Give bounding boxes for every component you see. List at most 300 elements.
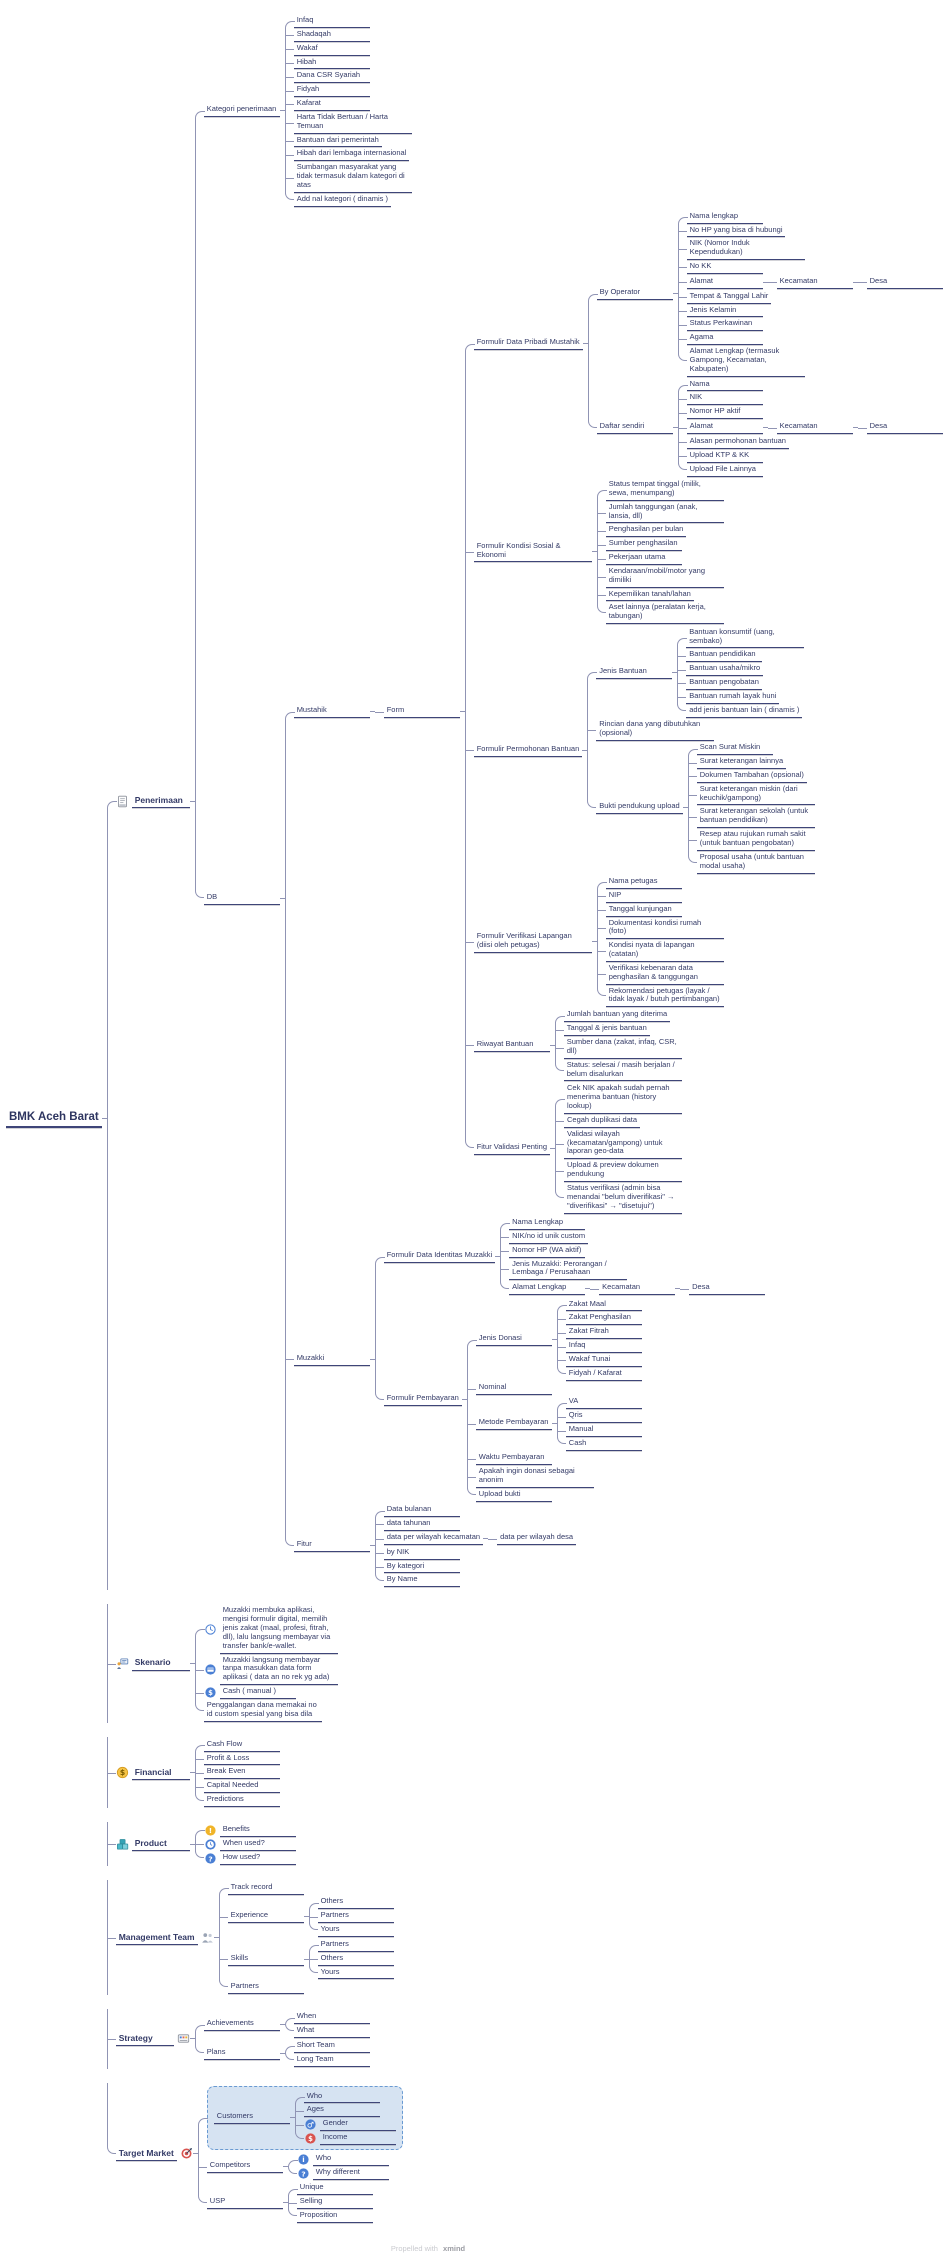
child-slot [285, 135, 412, 148]
topic-row [294, 15, 370, 28]
topic-cash-manual[interactable]: Cash ( manual ) [220, 1686, 296, 1699]
topic-resep-atau-rujukan-rumah-sakit[interactable]: Resep atau rujukan rumah sakit (untuk bantuan pengobatan) [697, 829, 815, 851]
topic-upload-preview-dokumen-penduku[interactable]: Upload & preview dokumen pendukung [564, 1160, 682, 1182]
topic-wakaf[interactable]: Wakaf [294, 43, 370, 56]
topic-by-kategori[interactable]: By kategori [384, 1561, 460, 1574]
child-slot [309, 1953, 394, 1966]
topic-partners[interactable]: Partners [228, 1981, 304, 1994]
child-slot [555, 1160, 682, 1182]
child-slot [597, 479, 724, 501]
topic-upload-ktp-kk[interactable]: Upload KTP & KK [687, 450, 763, 463]
branch-shadaqah [294, 29, 412, 42]
topic-desa[interactable]: Desa [689, 1282, 765, 1295]
topic-zakat-maal[interactable]: Zakat Maal [566, 1299, 642, 1312]
branch-jenis-bantuan [596, 626, 814, 718]
child-slot [688, 742, 815, 755]
topic-proposal-usaha-untuk-bantuan-m[interactable]: Proposal usaha (untuk bantuan modal usaha) [697, 852, 815, 874]
topic-ages[interactable]: Ages [304, 2104, 380, 2117]
topic-shadaqah[interactable]: Shadaqah [294, 29, 370, 42]
child-slot [195, 1605, 338, 1653]
topic-jumlah-bantuan-yang-diterima[interactable]: Jumlah bantuan yang diterima [564, 1009, 670, 1022]
topic-sumbangan-masyarakat-yang-tida[interactable]: Sumbangan masyarakat yang tidak termasuk dalam kategori di atas [294, 162, 412, 193]
topic-nomor-hp-wa-aktif[interactable]: Nomor HP (WA aktif) [509, 1245, 585, 1258]
branch-short-team [294, 2040, 370, 2053]
branch-by-operator [597, 210, 943, 377]
info-icon [297, 2153, 310, 2166]
branch-penerimaan [116, 14, 943, 1589]
topic-infaq[interactable]: Infaq [566, 1340, 642, 1353]
branch-jenis-donasi [476, 1298, 642, 1381]
topic-formulir-data-identitas-muzakk[interactable]: Formulir Data Identitas Muzakki [384, 1250, 495, 1263]
child-slot [587, 626, 814, 718]
topic-row [204, 1794, 280, 1807]
topic-nik[interactable]: NIK [687, 392, 763, 405]
topic-cek-nik-apakah-sudah-pernah-me[interactable]: Cek NIK apakah sudah pernah menerima bantuan (history lookup) [564, 1083, 682, 1114]
branch-yours [318, 1967, 394, 1980]
topic-row [566, 1299, 642, 1312]
branch-jenis-kelamin [687, 305, 943, 318]
topic-when-used[interactable]: When used? [220, 1838, 296, 1851]
branch-benefits [204, 1824, 296, 1837]
branch-no-kk [687, 261, 943, 274]
topic-row [294, 2011, 370, 2024]
topic-formulir-kondisi-sosial-ekonom[interactable]: Formulir Kondisi Sosial & Ekonomi [474, 541, 592, 563]
branch-kafarat [294, 98, 412, 111]
topic-form[interactable]: Form [384, 705, 460, 718]
child-slot [285, 162, 412, 193]
children-group [285, 208, 943, 1588]
topic-row [207, 2160, 283, 2173]
topic-jenis-donasi[interactable]: Jenis Donasi [476, 1333, 552, 1346]
topic-financial[interactable]: Financial [132, 1766, 190, 1780]
topic-cash-flow[interactable]: Cash Flow [204, 1739, 280, 1752]
topic-muzakki-membuka-aplikasi-mengi[interactable]: Muzakki membuka aplikasi, mengisi formulir digital, memilih jenis zakat (maal, profesi, fitrah, dll), lalu langsung membayar via transfer bank/e-wallet. [220, 1605, 338, 1653]
children-group [107, 6, 943, 2232]
topic-cegah-duplikasi-data[interactable]: Cegah duplikasi data [564, 1115, 640, 1128]
topic-how-used[interactable]: How used? [220, 1852, 296, 1865]
topic-data-per-wilayah-kecamatan[interactable]: data per wilayah kecamatan [384, 1532, 483, 1545]
topic-jenis-kelamin[interactable]: Jenis Kelamin [687, 305, 763, 318]
child-slot [375, 1217, 765, 1297]
topic-tempat-tanggal-lahir[interactable]: Tempat & Tanggal Lahir [687, 291, 772, 304]
child-slot [285, 1216, 943, 1503]
topic-partners[interactable]: Partners [318, 1939, 394, 1952]
topic-manual[interactable]: Manual [566, 1424, 642, 1437]
topic-alamat[interactable]: Alamat [687, 276, 763, 289]
topic-row [687, 406, 763, 419]
topic-row [474, 541, 592, 563]
topic-row [606, 552, 682, 565]
topic-usp[interactable]: USP [207, 2196, 283, 2209]
topic-what[interactable]: What [294, 2025, 370, 2038]
topic-kondisi-nyata-di-lapangan-cata[interactable]: Kondisi nyata di lapangan (catatan) [606, 940, 724, 962]
branch-alamat [687, 420, 943, 435]
topic-by-operator[interactable]: By Operator [597, 287, 673, 300]
branch-nip [606, 890, 724, 903]
branch-add-nal-kategori-dinamis [294, 194, 412, 207]
children-group [680, 1282, 765, 1296]
cash-icon [204, 1686, 217, 1699]
branch-apakah-ingin-donasi-sebagai-an [476, 1466, 642, 1488]
topic-alamat[interactable]: Alamat [687, 421, 763, 434]
child-slot [467, 1298, 642, 1381]
child-slot [285, 29, 412, 42]
child-slot [465, 479, 943, 625]
topic-capital-needed[interactable]: Capital Needed [204, 1780, 280, 1793]
children-group [590, 1281, 765, 1296]
child-slot [219, 1896, 394, 1938]
child-slot [597, 918, 724, 940]
topic-formulir-verifikasi-lapangan-d[interactable]: Formulir Verifikasi Lapangan (diisi oleh petugas) [474, 931, 592, 953]
topic-by-name[interactable]: By Name [384, 1574, 460, 1587]
topic-kecamatan[interactable]: Kecamatan [777, 421, 853, 434]
topic-nama[interactable]: Nama [687, 379, 763, 392]
topic-row [318, 1967, 394, 1980]
branch-agama [687, 332, 943, 345]
topic-row [697, 770, 807, 783]
child-slot [375, 1518, 576, 1531]
topic-others[interactable]: Others [318, 1953, 394, 1966]
child-slot [688, 756, 815, 769]
child-slot [677, 663, 804, 676]
child-slot [678, 238, 943, 260]
topic-rekomendasi-petugas-layak-tida[interactable]: Rekomendasi petugas (layak / tidak layak / butuh pertimbangan) [606, 986, 724, 1008]
child-slot [678, 420, 943, 435]
topic-bantuan-usaha-mikro[interactable]: Bantuan usaha/mikro [686, 663, 763, 676]
topic-row [697, 756, 786, 769]
topic-muzakki[interactable]: Muzakki [294, 1353, 370, 1366]
branch-yours [318, 1924, 394, 1937]
topic-nama-petugas[interactable]: Nama petugas [606, 876, 682, 889]
topic-when[interactable]: When [294, 2011, 370, 2024]
branch-formulir-kondisi-sosial-ekonom [474, 479, 943, 625]
topic-row [294, 84, 370, 97]
topic-upload-bukti[interactable]: Upload bukti [476, 1489, 552, 1502]
topic-benefits[interactable]: Benefits [220, 1824, 296, 1837]
child-slot [107, 2010, 943, 2067]
child-slot [375, 209, 943, 1214]
topic-profit-loss[interactable]: Profit & Loss [204, 1753, 280, 1766]
topic-alamat-lengkap-termasuk-gampon[interactable]: Alamat Lengkap (termasuk Gampong, Kecamatan, Kabupaten) [687, 346, 805, 377]
topic-formulir-data-pribadi-mustahik[interactable]: Formulir Data Pribadi Mustahik [474, 337, 583, 350]
topic-riwayat-bantuan[interactable]: Riwayat Bantuan [474, 1039, 550, 1052]
children-group [678, 210, 943, 377]
branch-daftar-sendiri [597, 378, 943, 477]
topic-jenis-bantuan[interactable]: Jenis Bantuan [596, 666, 672, 679]
topic-fitur[interactable]: Fitur [294, 1539, 370, 1552]
child-slot [195, 1766, 280, 1779]
topic-cash[interactable]: Cash [566, 1438, 642, 1451]
topic-no-hp-yang-bisa-di-hubungi[interactable]: No HP yang bisa di hubungi [687, 225, 786, 238]
topic-income[interactable]: Income [320, 2132, 396, 2145]
topic-row [697, 806, 815, 828]
topic-dokumentasi-kondisi-rumah-foto[interactable]: Dokumentasi kondisi rumah (foto) [606, 918, 724, 940]
topic-row [686, 649, 762, 662]
topic-row [204, 2047, 280, 2060]
topic-data-bulanan[interactable]: Data bulanan [384, 1504, 460, 1517]
child-slot [557, 1340, 642, 1353]
topic-fitur-validasi-penting[interactable]: Fitur Validasi Penting [474, 1142, 550, 1155]
child-slot [195, 1824, 296, 1837]
topic-break-even[interactable]: Break Even [204, 1766, 280, 1779]
topic-metode-pembayaran[interactable]: Metode Pembayaran [476, 1417, 552, 1430]
topic-unique[interactable]: Unique [297, 2182, 373, 2195]
svg-text:$: $ [307, 2135, 313, 2144]
topic-skenario[interactable]: Skenario [132, 1656, 190, 1670]
topic-add-nal-kategori-dinamis[interactable]: Add nal kategori ( dinamis ) [294, 194, 391, 207]
branch-cash-manual [204, 1686, 338, 1699]
topic-agama[interactable]: Agama [687, 332, 763, 345]
topic-row [606, 963, 724, 985]
topic-track-record[interactable]: Track record [228, 1882, 304, 1895]
branch-upload-preview-dokumen-penduku [564, 1160, 682, 1182]
topic-nip[interactable]: NIP [606, 890, 682, 903]
topic-customers[interactable]: Customers [214, 2111, 290, 2124]
topic-by-nik[interactable]: by NIK [384, 1547, 460, 1560]
topic-row [867, 276, 943, 289]
topic-status-selesai-masih-berjalan-[interactable]: Status: selesai / masih berjalan / belum disalurkan [564, 1060, 682, 1082]
branch-bantuan-dari-pemerintah [294, 135, 412, 148]
topic-validasi-wilayah-kecamatan-gam[interactable]: Validasi wilayah (kecamatan/gampong) untuk laporan geo-data [564, 1129, 682, 1160]
child-slot [678, 464, 943, 477]
branch-target-market [116, 2084, 943, 2224]
branch-who [304, 2091, 396, 2104]
topic-row [564, 1183, 682, 1214]
topic-dokumen-tambahan-opsional[interactable]: Dokumen Tambahan (opsional) [697, 770, 807, 783]
topic-kecamatan[interactable]: Kecamatan [599, 1282, 675, 1295]
child-slot [195, 1655, 338, 1686]
topic-row [474, 1142, 550, 1155]
topic-bantuan-pengobatan[interactable]: Bantuan pengobatan [686, 677, 762, 690]
topic-data-tahunan[interactable]: data tahunan [384, 1518, 460, 1531]
child-slot [555, 1115, 682, 1128]
topic-zakat-penghasilan[interactable]: Zakat Penghasilan [566, 1312, 642, 1325]
topic-desa[interactable]: Desa [867, 421, 943, 434]
topic-nominal[interactable]: Nominal [476, 1382, 552, 1395]
watermark-text: Propelled with [390, 2243, 438, 2253]
topic-row [116, 1656, 190, 1670]
topic-penghasilan-per-bulan[interactable]: Penghasilan per bulan [606, 524, 687, 537]
topic-tanggal-kunjungan[interactable]: Tanggal kunjungan [606, 904, 682, 917]
topic-bantuan-konsumtif-uang-sembako[interactable]: Bantuan konsumtif (uang, sembako) [686, 627, 804, 649]
topic-rincian-dana-yang-dibutuhkan-o[interactable]: Rincian dana yang dibutuhkan (opsional) [596, 719, 714, 741]
children-group [467, 1298, 642, 1503]
topic-nama-lengkap[interactable]: Nama Lengkap [509, 1217, 585, 1230]
children-group [288, 2182, 373, 2224]
topic-nama-lengkap[interactable]: Nama lengkap [687, 211, 763, 224]
topic-alasan-permohonan-bantuan[interactable]: Alasan permohonan bantuan [687, 436, 789, 449]
topic-bantuan-rumah-layak-huni[interactable]: Bantuan rumah layak huni [686, 691, 779, 704]
children-group [555, 1009, 682, 1082]
child-slot [597, 963, 724, 985]
branch-surat-keterangan-miskin-dari-k [697, 784, 815, 806]
topic-short-team[interactable]: Short Team [294, 2040, 370, 2053]
root-topic[interactable]: BMK Aceh Barat [6, 1110, 102, 1129]
child-slot [678, 275, 943, 290]
topic-status-tempat-tinggal-milik-se[interactable]: Status tempat tinggal (milik, sewa, menumpang) [606, 479, 724, 501]
branch-no-hp-yang-bisa-di-hubungi [687, 225, 943, 238]
topic-yours[interactable]: Yours [318, 1924, 394, 1937]
topic-nik-nomor-induk-kependudukan[interactable]: NIK (Nomor Induk Kependudukan) [687, 238, 805, 260]
child-slot [195, 1794, 280, 1807]
topic-va[interactable]: VA [566, 1396, 642, 1409]
branch-formulir-permohonan-bantuan [474, 626, 943, 875]
topic-who[interactable]: Who [313, 2153, 389, 2166]
topic-formulir-permohonan-bantuan[interactable]: Formulir Permohonan Bantuan [474, 744, 583, 757]
topic-jumlah-tanggungan-anak-lansia-[interactable]: Jumlah tanggungan (anak, lansia, dll) [606, 502, 724, 524]
topic-penggalangan-dana-memakai-no-i[interactable]: Penggalangan dana memakai no id custom spesial yang bisa dila [204, 1700, 322, 1722]
topic-sumber-penghasilan[interactable]: Sumber penghasilan [606, 538, 682, 551]
topic-row [476, 1452, 552, 1465]
child-slot [597, 502, 724, 524]
branch-tempat-tanggal-lahir [687, 291, 943, 304]
topic-bukti-pendukung-upload[interactable]: Bukti pendukung upload [596, 801, 682, 814]
topic-competitors[interactable]: Competitors [207, 2160, 283, 2173]
topic-nomor-hp-aktif[interactable]: Nomor HP aktif [687, 406, 763, 419]
children-group [309, 1938, 394, 1980]
document-icon [116, 795, 129, 808]
topic-zakat-fitrah[interactable]: Zakat Fitrah [566, 1326, 642, 1339]
topic-management-team[interactable]: Management Team [116, 1931, 198, 1945]
topic-row [294, 1353, 370, 1366]
topic-db[interactable]: DB [204, 892, 280, 905]
topic-partners[interactable]: Partners [318, 1910, 394, 1923]
child-slot [678, 261, 943, 274]
topic-fidyah-kafarat[interactable]: Fidyah / Kafarat [566, 1368, 642, 1381]
child-slot [195, 1700, 338, 1722]
child-slot [555, 1083, 682, 1114]
branch-upload-ktp-kk [687, 450, 943, 463]
topic-bantuan-pendidikan[interactable]: Bantuan pendidikan [686, 649, 762, 662]
topic-who[interactable]: Who [304, 2091, 380, 2104]
branch-capital-needed [204, 1780, 280, 1793]
branch-usp [207, 2182, 403, 2224]
topic-long-team[interactable]: Long Team [294, 2054, 370, 2067]
topic-add-jenis-bantuan-lain-dinamis[interactable]: add jenis bantuan lain ( dinamis ) [686, 705, 802, 718]
topic-tanggal-jenis-bantuan[interactable]: Tanggal & jenis bantuan [564, 1023, 650, 1036]
topic-status-perkawinan[interactable]: Status Perkawinan [687, 318, 763, 331]
child-slot [309, 1910, 394, 1923]
topic-alamat-lengkap[interactable]: Alamat Lengkap [509, 1282, 585, 1295]
topic-row [318, 1924, 394, 1937]
topic-data-per-wilayah-desa[interactable]: data per wilayah desa [497, 1532, 576, 1545]
topic-dana-csr-syariah[interactable]: Dana CSR Syariah [294, 70, 370, 83]
child-slot [375, 1532, 576, 1546]
topic-qris[interactable]: Qris [566, 1410, 642, 1423]
topic-surat-keterangan-miskin-dari-k[interactable]: Surat keterangan miskin (dari keuchik/gampong) [697, 784, 815, 806]
topic-row [204, 1686, 296, 1699]
child-slot [309, 1967, 394, 1980]
topic-kendaraan-mobil-motor-yang-dim[interactable]: Kendaraan/mobil/motor yang dimiliki [606, 566, 724, 588]
topic-row [116, 2032, 190, 2046]
topic-yours[interactable]: Yours [318, 1967, 394, 1980]
topic-formulir-pembayaran[interactable]: Formulir Pembayaran [384, 1393, 462, 1406]
topic-selling[interactable]: Selling [297, 2196, 373, 2209]
topic-mustahik[interactable]: Mustahik [294, 705, 370, 718]
child-slot [557, 1410, 642, 1423]
topic-kepemilikan-tanah-lahan[interactable]: Kepemilikan tanah/lahan [606, 589, 694, 602]
topic-proposition[interactable]: Proposition [297, 2210, 373, 2223]
child-slot [500, 1231, 765, 1244]
topic-jenis-muzakki-perorangan-lemba[interactable]: Jenis Muzakki: Perorangan / Lembaga / Perusahaan [509, 1259, 627, 1281]
child-slot [288, 2182, 373, 2195]
topic-aset-lainnya-peralatan-kerja-t[interactable]: Aset lainnya (peralatan kerja, tabungan) [606, 602, 724, 624]
topic-scan-surat-miskin[interactable]: Scan Surat Miskin [697, 742, 773, 755]
strategy-icon [177, 2032, 190, 2045]
topic-penerimaan[interactable]: Penerimaan [132, 794, 190, 808]
branch-desa [689, 1282, 765, 1295]
branch-nama-lengkap [509, 1217, 765, 1230]
topic-infaq[interactable]: Infaq [294, 15, 370, 28]
topic-surat-keterangan-lainnya[interactable]: Surat keterangan lainnya [697, 756, 786, 769]
topic-muzakki-langsung-membayar-tanp[interactable]: Muzakki langsung membayar tanpa masukkan data form aplikasi ( data an no rek yg ada) [220, 1655, 338, 1686]
topic-surat-keterangan-sekolah-untuk[interactable]: Surat keterangan sekolah (untuk bantuan pendidikan) [697, 806, 815, 828]
topic-daftar-sendiri[interactable]: Daftar sendiri [597, 421, 673, 434]
topic-achievements[interactable]: Achievements [204, 2018, 280, 2031]
child-slot [107, 1605, 943, 1722]
topic-apakah-ingin-donasi-sebagai-an[interactable]: Apakah ingin donasi sebagai anonim [476, 1466, 594, 1488]
branch-rekomendasi-petugas-layak-tida [606, 986, 724, 1008]
mindmap-tree [6, 6, 888, 2232]
topic-row [687, 276, 763, 289]
topic-hibah[interactable]: Hibah [294, 57, 370, 70]
topic-why-different[interactable]: Why different [313, 2167, 389, 2180]
topic-status-verifikasi-admin-bisa-m[interactable]: Status verifikasi (admin bisa menandai "belum diverifikasi" → "diverifikasi" → "disetujui") [564, 1183, 682, 1214]
topic-row [566, 1410, 642, 1423]
topic-predictions[interactable]: Predictions [204, 1794, 280, 1807]
topic-product[interactable]: Product [132, 1837, 190, 1851]
child-slot [285, 2040, 370, 2053]
topic-kafarat[interactable]: Kafarat [294, 98, 370, 111]
branch-wakaf [294, 43, 412, 56]
topic-bantuan-dari-pemerintah[interactable]: Bantuan dari pemerintah [294, 135, 382, 148]
topic-hibah-dari-lembaga-internasion[interactable]: Hibah dari lembaga internasional [294, 148, 410, 161]
branch-status-tempat-tinggal-milik-se [606, 479, 724, 501]
topic-nik-no-id-unik-custom[interactable]: NIK/no id unik custom [509, 1231, 588, 1244]
child-slot [688, 770, 815, 783]
topic-waktu-pembayaran[interactable]: Waktu Pembayaran [476, 1452, 552, 1465]
topic-pekerjaan-utama[interactable]: Pekerjaan utama [606, 552, 682, 565]
topic-verifikasi-kebenaran-data-peng[interactable]: Verifikasi kebenaran data penghasilan & tanggungan [606, 963, 724, 985]
topic-row [564, 1060, 682, 1082]
topic-experience[interactable]: Experience [228, 1910, 304, 1923]
topic-desa[interactable]: Desa [867, 276, 943, 289]
topic-upload-file-lainnya[interactable]: Upload File Lainnya [687, 464, 763, 477]
topic-kecamatan[interactable]: Kecamatan [777, 276, 853, 289]
topic-strategy[interactable]: Strategy [116, 2032, 174, 2046]
topic-others[interactable]: Others [318, 1896, 394, 1909]
topic-row [509, 1231, 588, 1244]
topic-plans[interactable]: Plans [204, 2047, 280, 2060]
topic-sumber-dana-zakat-infaq-csr-dl[interactable]: Sumber dana (zakat, infaq, CSR, dll) [564, 1037, 682, 1059]
topic-kategori-penerimaan[interactable]: Kategori penerimaan [204, 104, 280, 117]
branch-metode-pembayaran [476, 1396, 642, 1451]
topic-wakaf-tunai[interactable]: Wakaf Tunai [566, 1354, 642, 1367]
topic-harta-tidak-bertuan-harta-temu[interactable]: Harta Tidak Bertuan / Harta Temuan [294, 112, 412, 134]
topic-skills[interactable]: Skills [228, 1953, 304, 1966]
branch-status-perkawinan [687, 318, 943, 331]
child-slot [195, 2039, 370, 2067]
child-slot [467, 1489, 642, 1502]
child-slot [309, 1896, 394, 1909]
topic-fidyah[interactable]: Fidyah [294, 84, 370, 97]
topic-gender[interactable]: Gender [320, 2118, 396, 2131]
topic-row [204, 104, 280, 117]
topic-no-kk[interactable]: No KK [687, 261, 763, 274]
child-slot [198, 2182, 403, 2224]
topic-target-market[interactable]: Target Market [116, 2147, 177, 2161]
svg-text:♂: ♂ [306, 2120, 314, 2130]
